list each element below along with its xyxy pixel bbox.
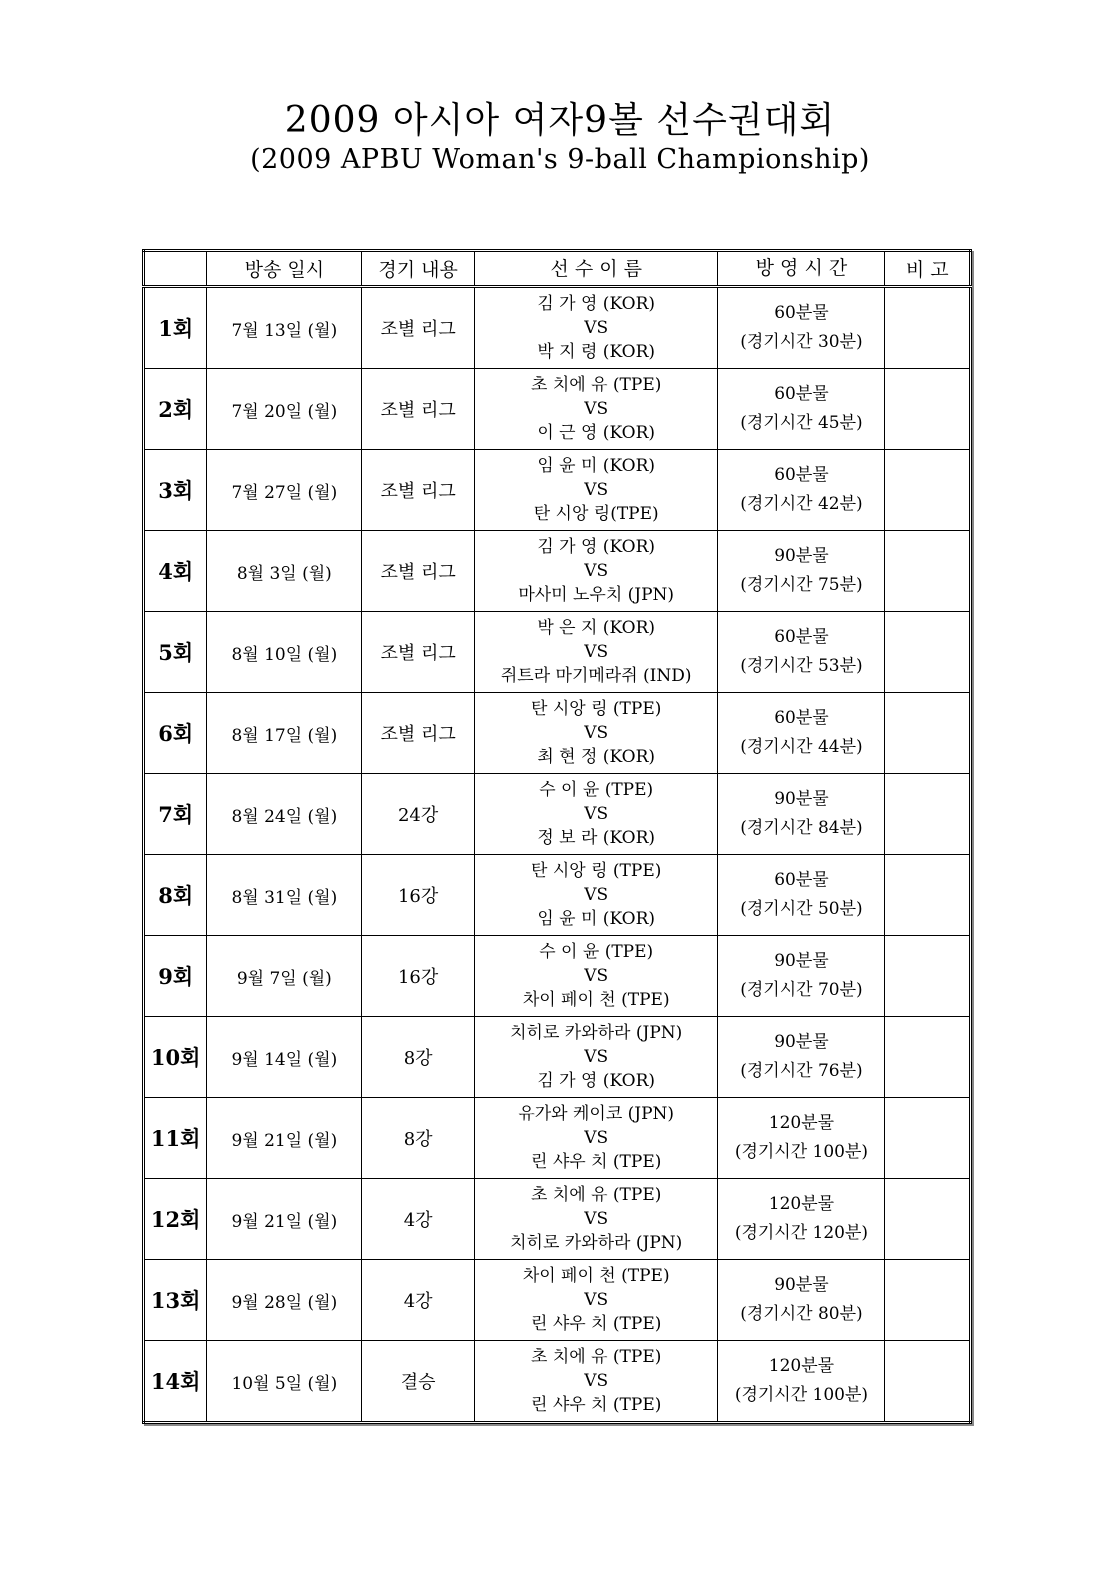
runtime-text: 60분물 <box>774 708 829 728</box>
match-type-cell: 결승 <box>362 1341 475 1423</box>
vs-label: VS <box>584 399 609 419</box>
player-two: 이 근 영 (KOR) <box>537 423 656 443</box>
episode-cell: 13회 <box>144 1260 207 1341</box>
player-two: 린 샤우 치 (TPE) <box>531 1395 662 1415</box>
player-one: 초 치에 유 (TPE) <box>531 1185 662 1205</box>
notes-cell <box>885 693 971 774</box>
player-two: 박 지 령 (KOR) <box>537 342 656 362</box>
game-time-text: (경기시간 100분) <box>734 1142 869 1162</box>
player-one: 유가와 케이코 (JPN) <box>518 1104 675 1124</box>
vs-label: VS <box>584 885 609 905</box>
player-two: 린 샤우 치 (TPE) <box>531 1152 662 1172</box>
airtime-cell <box>718 612 885 693</box>
episode-cell: 2회 <box>144 369 207 450</box>
player-two: 최 현 정 (KOR) <box>537 747 656 767</box>
player-one: 초 치에 유 (TPE) <box>531 1347 662 1367</box>
schedule-body <box>144 287 971 1423</box>
airtime-cell <box>718 1017 885 1098</box>
player-one: 탄 시앙 링 (TPE) <box>531 861 662 881</box>
table-row <box>144 1179 971 1260</box>
match-type-cell: 4강 <box>362 1179 475 1260</box>
match-type-cell: 16강 <box>362 936 475 1017</box>
game-time-text: (경기시간 30분) <box>740 332 863 352</box>
table-row <box>144 369 971 450</box>
broadcast-date-cell: 8월 17일 (월) <box>207 693 362 774</box>
title-korean: 2009 아시아 여자9볼 선수권대회 <box>284 100 836 141</box>
player-two: 린 샤우 치 (TPE) <box>531 1314 662 1334</box>
broadcast-date-cell: 7월 27일 (월) <box>207 450 362 531</box>
notes-cell <box>885 450 971 531</box>
table-row <box>144 1260 971 1341</box>
vs-label: VS <box>584 723 609 743</box>
episode-cell: 10회 <box>144 1017 207 1098</box>
player-two: 마사미 노우치 (JPN) <box>518 585 675 605</box>
table-row <box>144 612 971 693</box>
table-row <box>144 450 971 531</box>
players-cell <box>474 1179 717 1260</box>
game-time-text: (경기시간 100분) <box>734 1385 869 1405</box>
players-cell <box>474 774 717 855</box>
players-cell <box>474 1341 717 1423</box>
episode-cell: 6회 <box>144 693 207 774</box>
game-time-text: (경기시간 45분) <box>740 413 863 433</box>
game-time-text: (경기시간 80분) <box>740 1304 863 1324</box>
table-row <box>144 693 971 774</box>
notes-cell <box>885 1017 971 1098</box>
player-two: 임 윤 미 (KOR) <box>537 909 656 929</box>
header-players: 선 수 이 름 <box>474 251 717 287</box>
player-two: 탄 시앙 링(TPE) <box>533 504 659 524</box>
header-airtime: 방 영 시 간 <box>718 251 885 287</box>
game-time-text: (경기시간 70분) <box>740 980 863 1000</box>
broadcast-date-cell: 10월 5일 (월) <box>207 1341 362 1423</box>
broadcast-date-cell: 9월 14일 (월) <box>207 1017 362 1098</box>
match-type-cell: 24강 <box>362 774 475 855</box>
broadcast-date-cell: 7월 20일 (월) <box>207 369 362 450</box>
player-one: 치히로 카와하라 (JPN) <box>510 1023 683 1043</box>
players-cell <box>474 531 717 612</box>
vs-label: VS <box>584 804 609 824</box>
broadcast-date-cell: 9월 28일 (월) <box>207 1260 362 1341</box>
airtime-cell <box>718 369 885 450</box>
players-cell <box>474 1017 717 1098</box>
runtime-text: 60분물 <box>774 870 829 890</box>
broadcast-date-cell: 7월 13일 (월) <box>207 287 362 369</box>
match-type-cell: 조별 리그 <box>362 693 475 774</box>
vs-label: VS <box>584 318 609 338</box>
match-type-cell: 조별 리그 <box>362 369 475 450</box>
episode-cell: 11회 <box>144 1098 207 1179</box>
player-one: 수 이 윤 (TPE) <box>539 942 654 962</box>
header-episode <box>144 251 207 287</box>
notes-cell <box>885 1260 971 1341</box>
players-cell <box>474 369 717 450</box>
header-broadcast-date: 방송 일시 <box>207 251 362 287</box>
runtime-text: 90분물 <box>774 789 829 809</box>
header-match-type: 경기 내용 <box>362 251 475 287</box>
broadcast-date-cell: 9월 21일 (월) <box>207 1098 362 1179</box>
match-type-cell: 조별 리그 <box>362 612 475 693</box>
airtime-cell <box>718 936 885 1017</box>
broadcast-date-cell: 8월 24일 (월) <box>207 774 362 855</box>
title-english: (2009 APBU Woman's 9-ball Championship) <box>250 144 870 175</box>
game-time-text: (경기시간 120분) <box>734 1223 869 1243</box>
notes-cell <box>885 1179 971 1260</box>
airtime-cell <box>718 450 885 531</box>
table-row <box>144 936 971 1017</box>
notes-cell <box>885 287 971 369</box>
player-one: 차이 페이 천 (TPE) <box>522 1266 670 1286</box>
players-cell <box>474 450 717 531</box>
match-type-cell: 조별 리그 <box>362 531 475 612</box>
player-two: 치히로 카와하라 (JPN) <box>510 1233 683 1253</box>
runtime-text: 90분물 <box>774 1275 829 1295</box>
game-time-text: (경기시간 84분) <box>740 818 863 838</box>
notes-cell <box>885 1098 971 1179</box>
notes-cell <box>885 855 971 936</box>
episode-cell: 9회 <box>144 936 207 1017</box>
airtime-cell <box>718 1341 885 1423</box>
vs-label: VS <box>584 480 609 500</box>
game-time-text: (경기시간 44분) <box>740 737 863 757</box>
notes-cell <box>885 1341 971 1423</box>
broadcast-date-cell: 8월 10일 (월) <box>207 612 362 693</box>
header-notes: 비 고 <box>885 251 971 287</box>
table-row <box>144 1017 971 1098</box>
players-cell <box>474 287 717 369</box>
airtime-cell <box>718 1260 885 1341</box>
player-one: 탄 시앙 링 (TPE) <box>531 699 662 719</box>
episode-cell: 14회 <box>144 1341 207 1423</box>
match-type-cell: 4강 <box>362 1260 475 1341</box>
episode-cell: 4회 <box>144 531 207 612</box>
vs-label: VS <box>584 1371 609 1391</box>
runtime-text: 120분물 <box>768 1194 835 1214</box>
episode-cell: 5회 <box>144 612 207 693</box>
header-row <box>144 251 971 287</box>
match-type-cell: 조별 리그 <box>362 287 475 369</box>
players-cell <box>474 693 717 774</box>
player-two: 정 보 라 (KOR) <box>537 828 656 848</box>
vs-label: VS <box>584 1209 609 1229</box>
table-row <box>144 531 971 612</box>
episode-cell: 7회 <box>144 774 207 855</box>
table-row <box>144 774 971 855</box>
player-one: 박 은 지 (KOR) <box>537 618 656 638</box>
notes-cell <box>885 774 971 855</box>
player-two: 김 가 영 (KOR) <box>537 1071 656 1091</box>
airtime-cell <box>718 1098 885 1179</box>
players-cell <box>474 1260 717 1341</box>
table-row <box>144 855 971 936</box>
episode-cell: 1회 <box>144 287 207 369</box>
game-time-text: (경기시간 76분) <box>740 1061 863 1081</box>
players-cell <box>474 855 717 936</box>
player-two: 쥐트라 마기메라쥐 (IND) <box>500 666 692 686</box>
game-time-text: (경기시간 50분) <box>740 899 863 919</box>
player-one: 김 가 영 (KOR) <box>537 537 656 557</box>
vs-label: VS <box>584 1128 609 1148</box>
airtime-cell <box>718 855 885 936</box>
runtime-text: 90분물 <box>774 951 829 971</box>
player-one: 김 가 영 (KOR) <box>537 294 656 314</box>
vs-label: VS <box>584 561 609 581</box>
runtime-text: 90분물 <box>774 1032 829 1052</box>
runtime-text: 60분물 <box>774 627 829 647</box>
players-cell <box>474 612 717 693</box>
table-row <box>144 1341 971 1423</box>
player-one: 수 이 윤 (TPE) <box>539 780 654 800</box>
broadcast-date-cell: 9월 7일 (월) <box>207 936 362 1017</box>
runtime-text: 120분물 <box>768 1356 835 1376</box>
player-one: 임 윤 미 (KOR) <box>537 456 656 476</box>
match-type-cell: 16강 <box>362 855 475 936</box>
players-cell <box>474 936 717 1017</box>
broadcast-schedule-table <box>142 249 972 1424</box>
airtime-cell <box>718 531 885 612</box>
episode-cell: 3회 <box>144 450 207 531</box>
notes-cell <box>885 936 971 1017</box>
runtime-text: 60분물 <box>774 384 829 404</box>
broadcast-date-cell: 9월 21일 (월) <box>207 1179 362 1260</box>
vs-label: VS <box>584 966 609 986</box>
vs-label: VS <box>584 1290 609 1310</box>
game-time-text: (경기시간 53분) <box>740 656 863 676</box>
airtime-cell <box>718 774 885 855</box>
runtime-text: 120분물 <box>768 1113 835 1133</box>
player-two: 차이 페이 천 (TPE) <box>522 990 670 1010</box>
game-time-text: (경기시간 75분) <box>740 575 863 595</box>
table-row <box>144 287 971 369</box>
broadcast-date-cell: 8월 3일 (월) <box>207 531 362 612</box>
airtime-cell <box>718 693 885 774</box>
match-type-cell: 8강 <box>362 1098 475 1179</box>
notes-cell <box>885 612 971 693</box>
vs-label: VS <box>584 1047 609 1067</box>
episode-cell: 8회 <box>144 855 207 936</box>
document-title <box>0 100 1120 178</box>
runtime-text: 90분물 <box>774 546 829 566</box>
airtime-cell <box>718 287 885 369</box>
players-cell <box>474 1098 717 1179</box>
episode-cell: 12회 <box>144 1179 207 1260</box>
notes-cell <box>885 531 971 612</box>
runtime-text: 60분물 <box>774 465 829 485</box>
game-time-text: (경기시간 42분) <box>740 494 863 514</box>
match-type-cell: 조별 리그 <box>362 450 475 531</box>
airtime-cell <box>718 1179 885 1260</box>
table-row <box>144 1098 971 1179</box>
vs-label: VS <box>584 642 609 662</box>
player-one: 초 치에 유 (TPE) <box>531 375 662 395</box>
runtime-text: 60분물 <box>774 303 829 323</box>
notes-cell <box>885 369 971 450</box>
match-type-cell: 8강 <box>362 1017 475 1098</box>
broadcast-date-cell: 8월 31일 (월) <box>207 855 362 936</box>
